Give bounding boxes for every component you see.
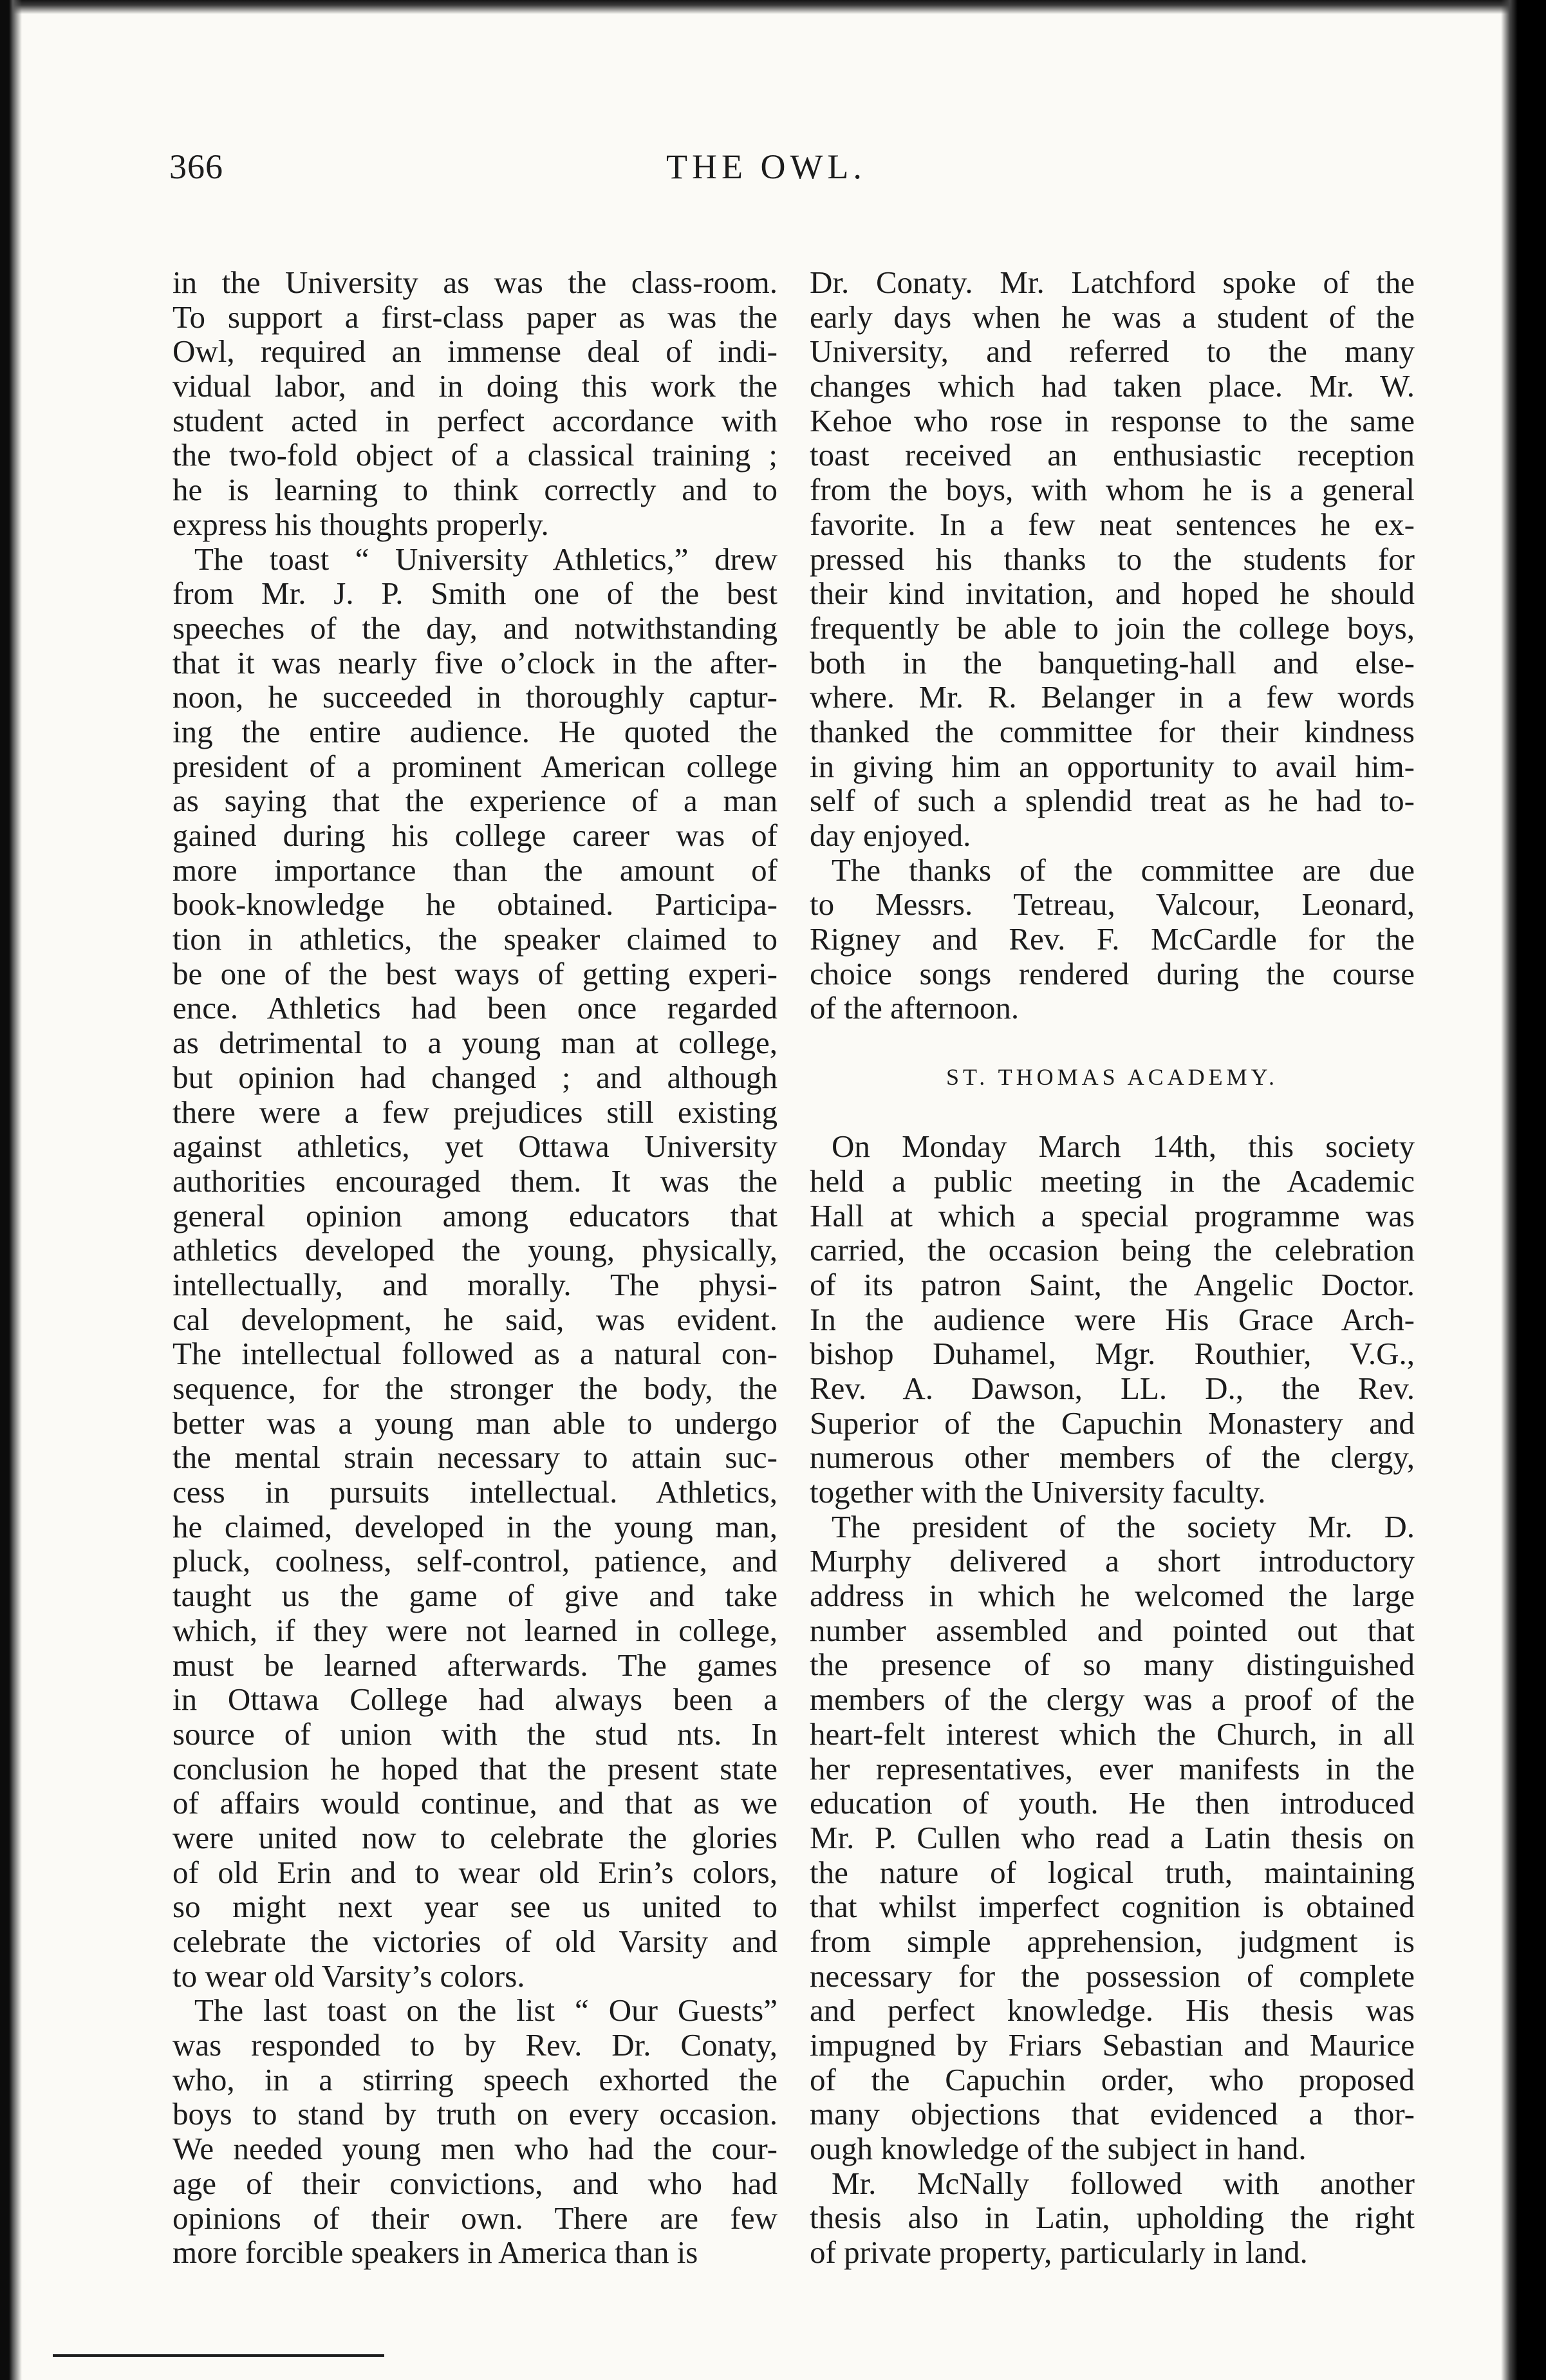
text-line: of the Capuchin order, who proposed <box>810 2061 1415 2097</box>
scan-edge-left <box>0 0 22 2380</box>
text-line: necessary for the possession of complete <box>810 1958 1415 1994</box>
text-line: University, and referred to the many <box>810 333 1415 370</box>
text-line: number assembled and pointed out that <box>810 1612 1415 1648</box>
text-line: from Mr. J. P. Smith one of the best <box>172 576 778 612</box>
text-line: was responded to by Rev. Dr. Conaty, <box>172 2027 778 2063</box>
text-line: choice songs rendered during the course <box>810 955 1415 991</box>
text-line: in Ottawa College had always been a <box>172 1682 778 1718</box>
text-line: he claimed, developed in the young man, <box>172 1508 778 1544</box>
text-line: express his thoughts properly. <box>172 506 549 542</box>
text-line: education of youth. He then introduced <box>810 1785 1415 1821</box>
text-line: and perfect knowledge. His thesis was <box>810 1992 1415 2029</box>
text-line: We needed young men who had the cour- <box>172 2131 778 2167</box>
text-line: both in the banqueting-hall and else- <box>810 644 1415 680</box>
text-line: more forcible speakers in America than is <box>172 2235 698 2271</box>
text-line: Hall at which a special programme was <box>810 1197 1415 1233</box>
page-number: 366 <box>169 147 223 186</box>
text-line: so might next year see us united to <box>172 1889 778 1925</box>
text-line: Mr. McNally followed with another <box>832 2165 1415 2201</box>
scan-edge-top <box>0 0 1546 14</box>
text-line: tion in athletics, the speaker claimed to <box>172 921 778 957</box>
text-line: pressed his thanks to the students for <box>810 541 1415 577</box>
text-line: thesis also in Latin, upholding the right <box>810 2200 1415 2236</box>
text-line: Kehoe who rose in response to the same <box>810 402 1415 438</box>
text-line: that it was nearly five o’clock in the after- <box>172 644 778 680</box>
text-line: as saying that the experience of a man <box>172 783 778 819</box>
text-line: favorite. In a few neat sentences he ex- <box>810 506 1415 542</box>
text-line: The thanks of the committee are due <box>832 852 1415 888</box>
text-line: noon, he succeeded in thoroughly captur- <box>172 679 778 715</box>
text-line: of affairs would continue, and that as we <box>172 1785 778 1821</box>
text-line: that whilst imperfect cognition is obtained <box>810 1889 1415 1925</box>
text-line: carried, the occasion being the celebration <box>810 1232 1415 1268</box>
text-line: opinions of their own. There are few <box>172 2200 778 2236</box>
text-line: more importance than the amount of <box>172 852 778 888</box>
text-line: day enjoyed. <box>810 818 971 853</box>
text-line: the two-fold object of a classical training ; <box>172 437 778 473</box>
section-heading: ST. THOMAS ACADEMY. <box>945 1064 1279 1091</box>
text-line: from simple apprehension, judgment is <box>810 1923 1415 1959</box>
text-line: to Messrs. Tetreau, Valcour, Leonard, <box>810 886 1415 923</box>
footer-rule <box>53 2354 384 2357</box>
text-line: ough knowledge of the subject in hand. <box>810 2131 1307 2167</box>
text-line: general opinion among educators that <box>172 1197 778 1233</box>
left-column <box>172 265 778 2270</box>
text-line: In the audience were His Grace Arch- <box>810 1301 1415 1337</box>
text-line: On Monday March 14th, this society <box>832 1129 1415 1165</box>
text-line: to wear old Varsity’s colors. <box>172 1958 525 1994</box>
text-line: pluck, coolness, self-control, patience, and <box>172 1543 778 1579</box>
text-line: The intellectual followed as a natural con- <box>172 1336 778 1372</box>
text-line: To support a first-class paper as was the <box>172 299 778 335</box>
text-line: toast received an enthusiastic reception <box>810 437 1415 473</box>
text-line: Mr. P. Cullen who read a Latin thesis on <box>810 1819 1415 1855</box>
text-line: cal development, he said, was evident. <box>172 1301 778 1337</box>
text-line: the nature of logical truth, maintaining <box>810 1854 1415 1890</box>
text-line: where. Mr. R. Belanger in a few words <box>810 679 1415 715</box>
text-line: the presence of so many distinguished <box>810 1647 1415 1683</box>
text-line: Rigney and Rev. F. McCardle for the <box>810 921 1415 957</box>
text-line: many objections that evidenced a thor- <box>810 2096 1415 2132</box>
text-line: frequently be able to join the college boys, <box>810 610 1415 646</box>
text-line: ence. Athletics had been once regarded <box>172 990 778 1026</box>
text-line: cess in pursuits intellectual. Athletics, <box>172 1474 778 1510</box>
text-line: must be learned afterwards. The games <box>172 1647 778 1683</box>
text-line: in giving him an opportunity to avail him- <box>810 748 1415 784</box>
text-line: impugned by Friars Sebastian and Maurice <box>810 2027 1415 2063</box>
text-line: changes which had taken place. Mr. W. <box>810 368 1415 404</box>
text-line: vidual labor, and in doing this work the <box>172 368 778 404</box>
text-line: better was a young man able to undergo <box>172 1405 778 1441</box>
text-line: of old Erin and to wear old Erin’s colors, <box>172 1854 778 1890</box>
text-line: address in which he welcomed the large <box>810 1578 1415 1614</box>
text-line: early days when he was a student of the <box>810 299 1415 335</box>
text-line: her representatives, ever manifests in the <box>810 1750 1415 1786</box>
text-line: he is learning to think correctly and to <box>172 472 778 508</box>
text-line: celebrate the victories of old Varsity and <box>172 1924 778 1959</box>
text-line: who, in a stirring speech exhorted the <box>172 2061 778 2097</box>
right-column-top <box>810 265 1415 1026</box>
text-line: sequence, for the stronger the body, the <box>172 1371 778 1406</box>
text-line: held a public meeting in the Academic <box>810 1163 1415 1199</box>
text-line: conclusion he hoped that the present state <box>172 1750 778 1786</box>
right-column <box>810 265 1415 2270</box>
text-line: president of a prominent American college <box>172 748 778 784</box>
text-line: numerous other members of the clergy, <box>810 1439 1415 1476</box>
text-line: their kind invitation, and hoped he should <box>810 576 1415 612</box>
text-line: of private property, particularly in land. <box>810 2235 1308 2271</box>
text-line: Superior of the Capuchin Monastery and <box>810 1405 1415 1441</box>
text-line: be one of the best ways of getting experi- <box>172 955 778 991</box>
text-line: The last toast on the list “ Our Guests” <box>194 1992 778 2029</box>
text-line: bishop Duhamel, Mgr. Routhier, V.G., <box>810 1336 1415 1372</box>
text-line: Owl, required an immense deal of indi- <box>172 333 778 370</box>
text-line: The toast “ University Athletics,” drew <box>194 541 778 577</box>
text-line: source of union with the stud nts. In <box>172 1716 778 1752</box>
text-line: heart-felt interest which the Church, in all <box>810 1716 1415 1752</box>
text-line: student acted in perfect accordance with <box>172 402 778 438</box>
text-line: from the boys, with whom he is a general <box>810 472 1415 508</box>
right-column-bottom <box>810 1129 1415 2270</box>
text-line: thanked the committee for their kindness <box>810 713 1415 749</box>
text-line: speeches of the day, and notwithstanding <box>172 610 778 646</box>
text-line: of its patron Saint, the Angelic Doctor. <box>810 1266 1415 1302</box>
text-line: authorities encouraged them. It was the <box>172 1163 778 1199</box>
text-line: age of their convictions, and who had <box>172 2165 778 2201</box>
text-line: taught us the game of give and take <box>172 1578 778 1614</box>
text-line: intellectually, and morally. The physi- <box>172 1266 778 1302</box>
text-line: were united now to celebrate the glories <box>172 1819 778 1855</box>
text-line: as detrimental to a young man at college, <box>172 1025 778 1061</box>
text-line: The president of the society Mr. D. <box>832 1508 1415 1544</box>
text-line: Dr. Conaty. Mr. Latchford spoke of the <box>810 265 1415 300</box>
text-line: Rev. A. Dawson, LL. D., the Rev. <box>810 1370 1415 1406</box>
text-line: against athletics, yet Ottawa University <box>172 1129 778 1165</box>
text-line: athletics developed the young, physically, <box>172 1232 778 1268</box>
text-line: boys to stand by truth on every occasion. <box>172 2096 778 2132</box>
text-line: of the afternoon. <box>810 990 1020 1026</box>
text-line: the mental strain necessary to attain suc- <box>172 1439 778 1476</box>
text-line: together with the University faculty. <box>810 1474 1266 1510</box>
text-line: which, if they were not learned in college, <box>172 1612 778 1648</box>
text-line: gained during his college career was of <box>172 818 778 853</box>
text-line: ing the entire audience. He quoted the <box>172 713 778 749</box>
text-line: but opinion had changed ; and although <box>172 1059 778 1095</box>
running-title: THE OWL. <box>666 147 866 186</box>
text-line: there were a few prejudices still existing <box>172 1094 778 1130</box>
scan-edge-right <box>1501 0 1546 2380</box>
text-line: Murphy delivered a short introductory <box>810 1543 1415 1579</box>
text-line: self of such a splendid treat as he had to- <box>810 783 1415 819</box>
text-line: members of the clergy was a proof of the <box>810 1682 1415 1718</box>
text-line: in the University as was the class-room. <box>172 265 778 300</box>
text-line: book-knowledge he obtained. Participa- <box>172 886 778 923</box>
